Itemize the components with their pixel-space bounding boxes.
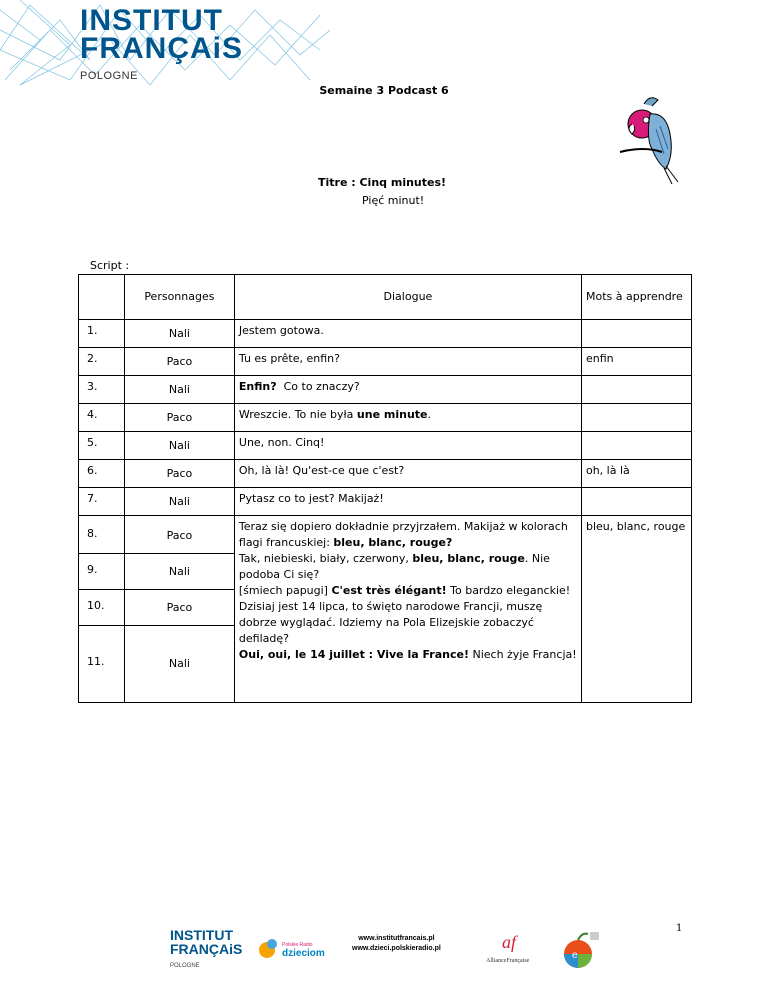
row-words <box>581 432 691 460</box>
svg-text:af: af <box>502 932 517 952</box>
table-row <box>79 488 692 516</box>
logo-word-francais: FRANÇAiS <box>80 32 243 65</box>
titre-pl: Pięć minut! <box>362 194 425 207</box>
dialogue-bold: Oui, oui, le 14 juillet : Vive la France! <box>238 648 469 661</box>
row-words <box>581 320 691 348</box>
radio-text: Polskie Radio <box>282 942 313 948</box>
footer-logo-line1: INSTITUT <box>170 927 233 943</box>
dialogue-text: Wreszcie. To nie była <box>238 408 357 421</box>
parrot-icon <box>614 94 694 184</box>
row-number: 5. <box>79 432 125 460</box>
table-row <box>79 460 692 488</box>
page-title: Semaine 3 Podcast 6 <box>319 84 449 97</box>
logo-sub-pologne: POLOGNE <box>80 70 138 82</box>
row-character: Paco <box>125 590 234 626</box>
header-mots: Mots à apprendre <box>581 275 691 320</box>
row-dialogue: Jestem gotowa. <box>234 320 581 348</box>
row-character: Nali <box>124 432 234 460</box>
footer-logo-line2: FRANÇAiS <box>170 941 243 957</box>
dialogue-bold: bleu, blanc, rouge <box>412 552 525 565</box>
block-characters <box>124 516 234 703</box>
script-label: Script : <box>90 259 130 272</box>
header-num <box>79 275 125 320</box>
row-dialogue: Oh, là là! Qu'est-ce que c'est? <box>234 460 581 488</box>
row-number: 2. <box>79 348 125 376</box>
table-row <box>79 404 692 432</box>
row-character: Paco <box>124 404 234 432</box>
block-numbers <box>79 516 125 703</box>
row-character: Nali <box>124 320 234 348</box>
table-header-row <box>79 275 692 320</box>
table-row <box>79 320 692 348</box>
row-number: 1. <box>79 320 125 348</box>
row-number: 8. <box>79 516 124 554</box>
table-row <box>79 432 692 460</box>
dialogue-text: . Nie podoba Ci się? <box>238 552 550 581</box>
dialogue-text: Niech żyje Francja! <box>468 648 577 661</box>
dialogue-bold: Enfin? <box>238 380 277 393</box>
dialogue-bold: une minute <box>356 408 428 421</box>
table-row-block <box>79 516 692 703</box>
row-character: Nali <box>124 376 234 404</box>
svg-text:e: e <box>572 950 578 961</box>
row-character: Nali <box>125 554 234 590</box>
row-dialogue: Une, non. Cinq! <box>234 432 581 460</box>
row-words: oh, là là <box>581 460 691 488</box>
alliance-francaise-logo <box>484 926 544 966</box>
titre-fr: Titre : Cinq minutes! <box>318 176 447 189</box>
logo-word-institut: INSTITUT <box>80 4 223 37</box>
row-words <box>581 376 691 404</box>
footer <box>0 920 768 980</box>
table-row <box>79 348 692 376</box>
row-character: Paco <box>125 516 234 554</box>
apple-logo-icon <box>560 924 600 974</box>
dialogue-text: Dzisiaj jest 14 lipca, to święto narodowe Francji, muszę dobrze wyglądać. Idziemy na Pola Elizejskie zobaczyć defiladę? <box>238 600 543 645</box>
dialogue-text: [śmiech papugi] <box>238 584 332 597</box>
dialogue-text: . <box>427 408 431 421</box>
row-character: Paco <box>124 348 234 376</box>
row-words <box>581 488 691 516</box>
dialogue-text: Co to znaczy? <box>276 380 360 393</box>
row-number: 7. <box>79 488 125 516</box>
dialogue-bold: C'est très élégant! <box>331 584 447 597</box>
row-dialogue <box>234 376 581 404</box>
row-character: Paco <box>124 460 234 488</box>
dialogue-text: Teraz się dopiero dokładnie przyjrzałem. Makijaż w kolorach flagi francuskiej: <box>238 520 568 549</box>
row-dialogue: Tu es prête, enfin? <box>234 348 581 376</box>
footer-logo-sub: POLOGNE <box>170 963 200 969</box>
row-number: 6. <box>79 460 125 488</box>
row-number: 4. <box>79 404 125 432</box>
row-number: 9. <box>79 554 124 590</box>
svg-text:dzieciom: dzieciom <box>282 948 325 959</box>
svg-text:AllianceFrançaise: AllianceFrançaise <box>486 958 530 964</box>
footer-institut-logo <box>170 928 242 973</box>
row-number: 3. <box>79 376 125 404</box>
page-number: 1 <box>676 923 683 934</box>
dialogue-text: Tak, niebieski, biały, czerwony, <box>238 552 413 565</box>
row-character: Nali <box>124 488 234 516</box>
header-dialogue: Dialogue <box>234 275 581 320</box>
title-block <box>318 174 446 210</box>
institut-francais-logo <box>0 0 330 90</box>
footer-urls <box>352 934 441 954</box>
block-words: bleu, blanc, rouge <box>581 516 691 703</box>
row-words: enfin <box>581 348 691 376</box>
dialogue-table <box>78 274 692 703</box>
dialogue-bold: bleu, blanc, rouge? <box>333 536 453 549</box>
header-personnages: Personnages <box>124 275 234 320</box>
dialogue-text: To bardzo eleganckie! <box>446 584 571 597</box>
row-character: Nali <box>168 657 190 670</box>
footer-url-institut: www.institutfrancais.pl <box>358 935 435 942</box>
row-number: 11. <box>87 655 105 668</box>
row-dialogue <box>234 404 581 432</box>
polskie-radio-dzieciom-logo <box>258 932 328 962</box>
row-words <box>581 404 691 432</box>
row-dialogue: Pytasz co to jest? Makijaż! <box>234 488 581 516</box>
block-dialogue <box>234 516 581 703</box>
footer-url-radio: www.dzieci.polskieradio.pl <box>352 945 441 952</box>
row-number: 10. <box>79 590 124 626</box>
table-row <box>79 376 692 404</box>
